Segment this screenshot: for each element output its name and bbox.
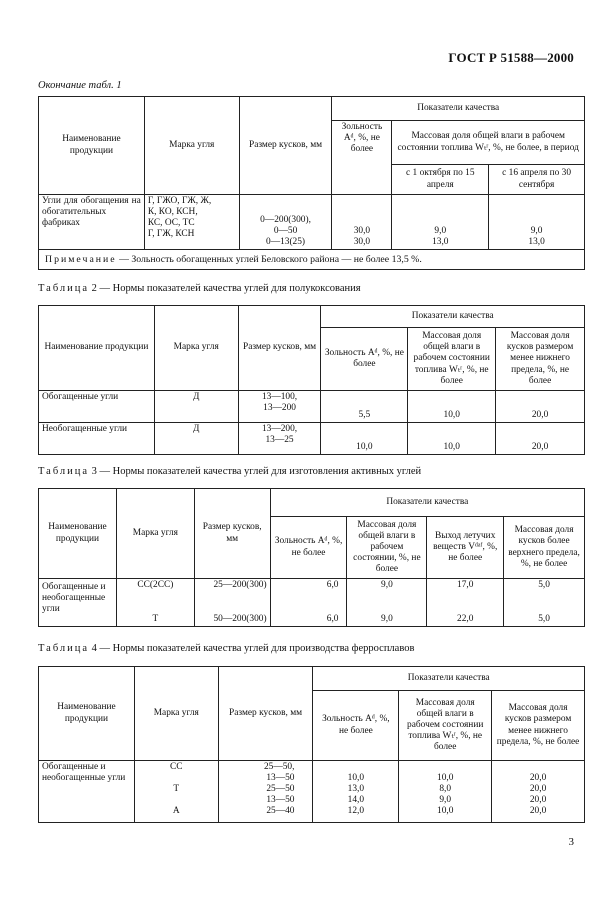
t4-row-grades: СС Т А	[134, 761, 218, 823]
t2-row2-size: 13—200, 13—25	[238, 423, 321, 455]
t2-row1-product: Обогащенные угли	[39, 391, 155, 423]
table-1	[38, 96, 585, 270]
t1-header-winter: с 1 октября по 15 апреля	[392, 165, 489, 195]
table2-caption-text: 2 — Нормы показателей качества углей для полукоксования	[89, 283, 361, 294]
table2-caption	[38, 283, 361, 294]
t3-row1-grade: СС(2СС)	[116, 579, 194, 603]
t1-row-winter: 9,0 13,0	[392, 195, 489, 250]
t1-header-size: Размер кусков, мм	[239, 97, 332, 195]
t1-header-moisture: Массовая доля общей влаги в рабочем состоянии топлива Wₜʳ, %, не более, в период	[392, 121, 585, 165]
t2-row1-grade: Д	[154, 391, 238, 423]
t1-header-grade: Марка угля	[144, 97, 239, 195]
t3-header-volatile: Выход летучих веществ Vᵈᵃᶠ, %, не более	[427, 517, 504, 579]
table-4	[38, 666, 585, 823]
t3-header-grade: Марка угля	[116, 489, 194, 579]
t3-row2-grade: Т	[116, 603, 194, 627]
t2-row2-grade: Д	[154, 423, 238, 455]
table-3	[38, 488, 585, 627]
table3-caption	[38, 466, 421, 477]
t3-row-product: Обогащенные и необогащенные угли	[39, 579, 117, 627]
table4-caption-text: 4 — Нормы показателей качества углей для производства ферросплавов	[89, 643, 415, 654]
t4-row-ash: 10,0 13,0 14,0 12,0	[313, 761, 399, 823]
t1-note-text: — Зольность обогащенных углей Беловского района — не более 13,5 %.	[116, 253, 422, 265]
t2-row2-undersize: 20,0	[496, 423, 585, 455]
t1-header-summer: с 16 апреля по 30 сентября	[489, 165, 585, 195]
t2-row1-ash: 5,5	[321, 391, 408, 423]
t3-header-moisture: Массовая доля общей влаги в рабочем состоянии, %, не более	[347, 517, 427, 579]
t1-row-sizes: 0—200(300), 0—50 0—13(25)	[239, 195, 332, 250]
page-number: 3	[568, 836, 574, 848]
t1-header-ash: Зольность Aᵈ, %, не более	[332, 121, 392, 195]
t4-row-undersize: 20,0 20,0 20,0 20,0	[492, 761, 585, 823]
table2-caption-label: Таблица	[38, 283, 90, 294]
t1-row-grades: Г, ГЖО, ГЖ, Ж, К, КО, КСН, КС, ОС, ТС Г, ГЖ, КСН	[144, 195, 239, 250]
table3-caption-text: 3 — Нормы показателей качества углей для изготовления активных углей	[89, 466, 422, 477]
t4-header-grade: Марка угля	[134, 667, 218, 761]
t3-row2-size: 50—200(300)	[194, 603, 270, 627]
t2-row2-moisture: 10,0	[408, 423, 496, 455]
t2-row1-size: 13—100, 13—200	[238, 391, 321, 423]
t3-row2-oversize: 5,0	[504, 603, 585, 627]
t1-note	[39, 250, 585, 270]
t4-header-quality: Показатели качества	[313, 667, 585, 691]
t2-header-ash: Зольность Aᵈ, %, не более	[321, 328, 408, 391]
t4-header-moisture: Массовая доля общей влаги в рабочем состоянии топлива Wₜʳ, %, не более	[399, 691, 492, 761]
t3-header-oversize: Массовая доля кусков более верхнего предела, %, не более	[504, 517, 585, 579]
t3-row1-oversize: 5,0	[504, 579, 585, 603]
table1-caption: Окончание табл. 1	[38, 80, 122, 91]
t3-header-quality: Показатели качества	[270, 489, 584, 517]
t1-row-ash: 30,0 30,0	[332, 195, 392, 250]
t3-row1-ash: 6,0	[270, 579, 347, 603]
t4-header-ash: Зольность Aᵈ, %, не более	[313, 691, 399, 761]
t3-row2-moisture: 9,0	[347, 603, 427, 627]
t3-header-product: Наименование продукции	[39, 489, 117, 579]
t2-header-product: Наименование продукции	[39, 306, 155, 391]
t1-note-label: Примечание	[45, 253, 117, 265]
t2-row2-ash: 10,0	[321, 423, 408, 455]
t2-header-moisture: Массовая доля общей влаги в рабочем состоянии топлива Wₜʳ, %, не более	[408, 328, 496, 391]
t2-header-size: Размер кусков, мм	[238, 306, 321, 391]
t2-row1-moisture: 10,0	[408, 391, 496, 423]
t3-header-ash: Зольность Aᵈ, %, не более	[270, 517, 347, 579]
t4-header-size: Размер кусков, мм	[218, 667, 313, 761]
t3-row1-volatile: 17,0	[427, 579, 504, 603]
t2-row1-undersize: 20,0	[496, 391, 585, 423]
table4-caption	[38, 643, 414, 654]
table4-caption-label: Таблица	[38, 643, 90, 654]
t3-row1-size: 25—200(300)	[194, 579, 270, 603]
t1-header-product: Наименование продукции	[39, 97, 145, 195]
t3-header-size: Размер кусков, мм	[194, 489, 270, 579]
t3-row2-ash: 6,0	[270, 603, 347, 627]
t2-header-quality: Показатели качества	[321, 306, 585, 328]
table3-caption-label: Таблица	[38, 466, 90, 477]
standard-number: ГОСТ Р 51588—2000	[448, 50, 574, 65]
t1-row-product: Угли для обогащения на обогатительных фабриках	[39, 195, 145, 250]
t1-row-summer: 9,0 13,0	[489, 195, 585, 250]
t4-header-product: Наименование продукции	[39, 667, 135, 761]
t4-row-moisture: 10,0 8,0 9,0 10,0	[399, 761, 492, 823]
table-2	[38, 305, 585, 455]
t3-row1-moisture: 9,0	[347, 579, 427, 603]
t2-header-undersize: Массовая доля кусков размером менее нижнего предела, %, не более	[496, 328, 585, 391]
t4-row-product: Обогащенные и необогащенные угли	[39, 761, 135, 823]
t3-row2-volatile: 22,0	[427, 603, 504, 627]
t1-header-quality: Показатели качества	[332, 97, 585, 121]
t2-row2-product: Необогащенные угли	[39, 423, 155, 455]
t4-header-undersize: Массовая доля кусков размером менее нижнего предела, %, не более	[492, 691, 585, 761]
t2-header-grade: Марка угля	[154, 306, 238, 391]
t4-row-sizes: 25—50, 13—50 25—50 13—50 25—40	[218, 761, 313, 823]
